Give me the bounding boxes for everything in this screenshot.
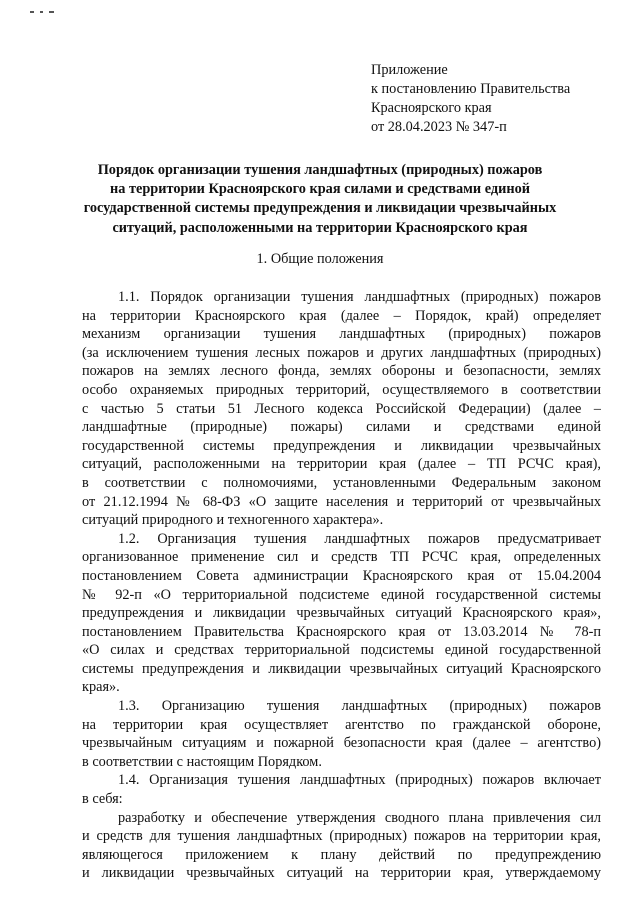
scan-mark xyxy=(30,11,60,13)
paragraph-line: в соответствии с полномочиями, установленными Федеральным законом xyxy=(82,474,601,491)
paragraph-line: (за исключением тушения лесных пожаров и других ландшафтных (природных) xyxy=(82,344,601,361)
appendix-block xyxy=(371,61,570,137)
appendix-line: Приложение xyxy=(371,62,448,78)
paragraph-line: в соответствии с настоящим Порядком. xyxy=(82,753,322,770)
paragraph-line: механизм организации тушения ландшафтных (природных) пожаров xyxy=(82,326,601,343)
document-title xyxy=(60,161,580,238)
paragraph-line: предупреждения и ликвидации чрезвычайных ситуаций Красноярского края», xyxy=(82,605,601,622)
appendix-line: от 28.04.2023 № 347-п xyxy=(371,119,507,135)
paragraph-line: на территории края осуществляет агентство по гражданской обороне, xyxy=(82,716,601,733)
paragraph-line: на территории Красноярского края (далее – Порядок, край) определяет xyxy=(82,307,601,324)
paragraph-line: от 21.12.1994 № 68-ФЗ «О защите населения и территорий от чрезвычайных xyxy=(82,493,601,510)
paragraph-line: № 92-п «О территориальной подсистеме единой государственной системы xyxy=(82,586,601,603)
paragraph-line: ситуаций природного и техногенного характера». xyxy=(82,512,384,529)
paragraph-line: 1.2. Организация тушения ландшафтных пожаров предусматривает xyxy=(118,530,601,547)
paragraph-line: 1.3. Организацию тушения ландшафтных (природных) пожаров xyxy=(118,698,601,715)
paragraph-line: особо охраняемых природных территорий, осуществляемого в соответствии xyxy=(82,381,601,398)
paragraph-line: разработку и обеспечение утверждения сводного плана привлечения сил xyxy=(118,809,601,826)
title-line: Порядок организации тушения ландшафтных (природных) пожаров xyxy=(97,162,543,178)
paragraph-line: «О силах и средствах территориальной подсистемы единой государственной xyxy=(82,642,601,659)
paragraph-line: 1.1. Порядок организации тушения ландшафтных (природных) пожаров xyxy=(118,289,601,305)
paragraph-line: и ликвидации чрезвычайных ситуаций на территории края, утверждаемому xyxy=(82,865,601,882)
paragraph-line: в себя: xyxy=(82,791,123,808)
title-line: ситуаций, расположенными на территории Красноярского края xyxy=(112,219,528,236)
paragraph-line: являющегося приложением к плану действий по предупреждению xyxy=(82,846,601,863)
appendix-line: к постановлению Правительства xyxy=(371,81,571,97)
paragraph-line: с частью 5 статьи 51 Лесного кодекса Российской Федерации) (далее – xyxy=(82,400,601,417)
title-line: на территории Красноярского края силами и средствами единой xyxy=(110,181,530,198)
paragraph-line: постановлением Правительства Красноярского края от 13.03.2014 № 78-п xyxy=(82,623,601,640)
paragraph-line: постановлением Совета администрации Красноярского края от 15.04.2004 xyxy=(82,567,601,584)
body-text xyxy=(82,288,601,883)
paragraph-line: организованное применение сил и средств ТП РСЧС края, определенных xyxy=(82,549,601,566)
paragraph-line: чрезвычайным ситуациям и пожарной безопасности края (далее – агентство) xyxy=(82,735,601,752)
paragraph-line: и средств для тушения ландшафтных (природных) пожаров на территории края, xyxy=(82,828,601,845)
appendix-line: Красноярского края xyxy=(371,100,492,116)
paragraph-line: 1.4. Организация тушения ландшафтных (природных) пожаров включает xyxy=(118,772,601,789)
paragraph-line: пожаров на землях лесного фонда, землях обороны и безопасности, землях xyxy=(82,363,601,380)
paragraph-line: ситуаций, расположенными на территории края (далее – ТП РСЧС края), xyxy=(82,456,601,473)
paragraph-line: государственной системы предупреждения и ликвидации чрезвычайных xyxy=(82,437,601,454)
paragraph-line: ландшафтные (природные) пожары) силами и средствами единой xyxy=(82,419,601,436)
section-heading: 1. Общие положения xyxy=(256,251,384,267)
paragraph-line: системы предупреждения и ликвидации чрезвычайных ситуаций Красноярского xyxy=(82,660,601,677)
title-line: государственной системы предупреждения и ликвидации чрезвычайных xyxy=(83,200,557,217)
paragraph-line: края». xyxy=(82,679,120,696)
